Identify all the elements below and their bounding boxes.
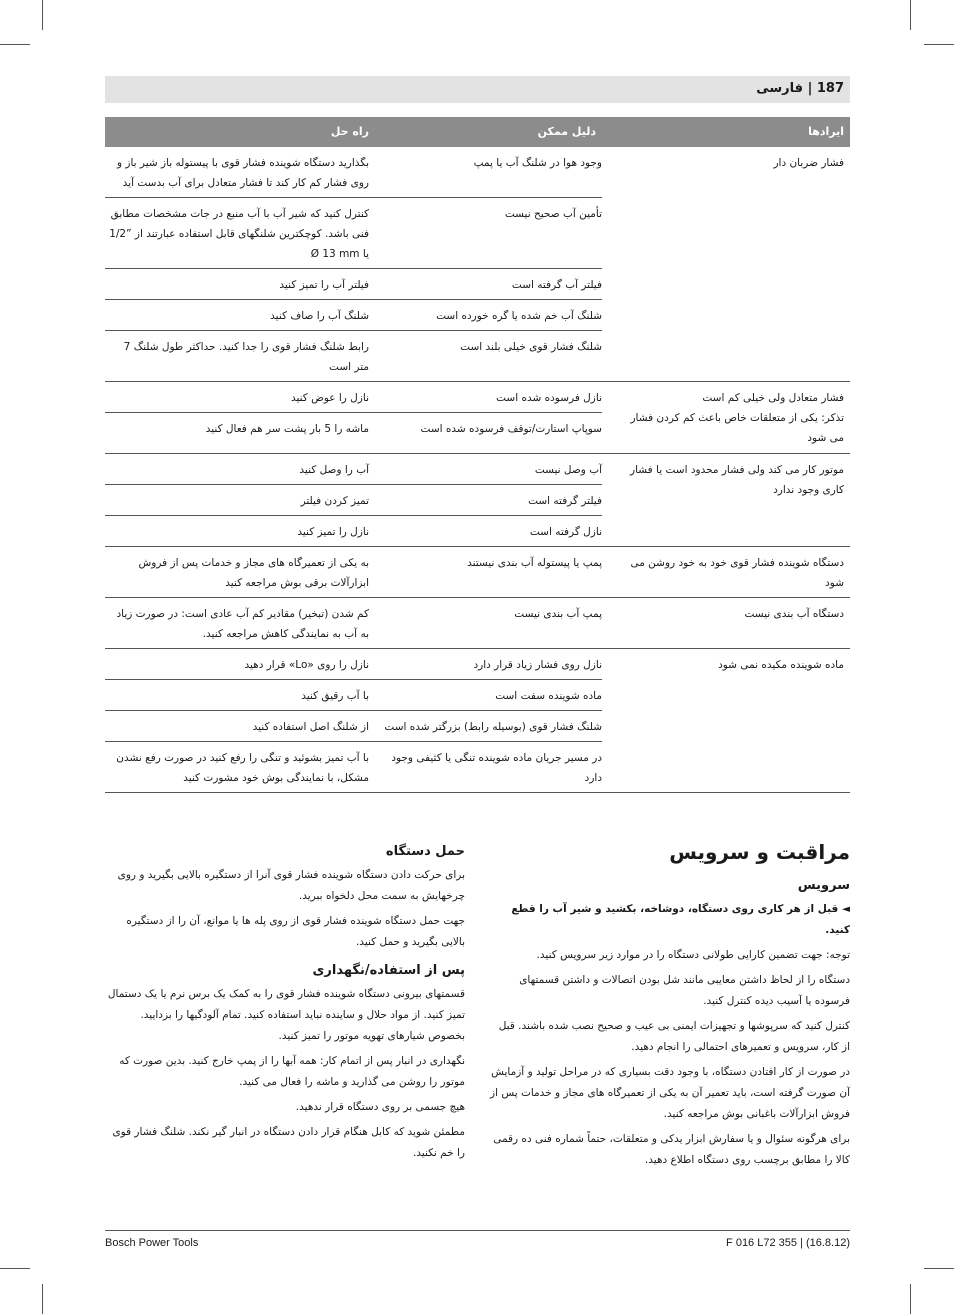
fault-cell: موتور کار می کند ولی فشار محدود است یا فشار کاری وجود ندارد [630, 464, 844, 496]
paragraph: توجه: جهت تضمین کارایی طولانی دستگاه را در موارد زیر سرویس کنید. [536, 949, 850, 961]
troubleshooting-table [105, 117, 850, 793]
remedy-cell: فیلتر آب را تمیز کنید [279, 279, 369, 291]
table-group [105, 598, 850, 649]
remedy-cell: از شلنگ اصل استفاده کنید [252, 721, 369, 733]
cause-cell: نازل فرسوده شده است [496, 392, 602, 404]
header-cause: دلیل ممکن [537, 125, 596, 138]
crop-mark [0, 44, 30, 45]
paragraph: در صورت از کار افتادن دستگاه، با وجود دقت بسیاری که در مراحل تولید و آزمایش آن صورت گرفته است، باید تعمیر آن به یکی از تعمیرگاه های مجاز و خدمات پس از فروش ابزارآلات باغبانی بوش مراجعه کنید. [490, 1066, 850, 1120]
fault-note: تذکر: یکی از متعلقات خاص باعث کم کردن فشار می شود [630, 412, 844, 444]
fault-cell: ماده شوینده مکیده نمی شود [718, 659, 844, 671]
table-group [105, 382, 850, 454]
page-number-label: 187 | فارسی [756, 81, 844, 96]
cause-cell: شلنگ آب خم شده یا گره خورده است [436, 310, 602, 322]
cause-cell: وجود هوا در شلنگ آب یا پمپ [473, 157, 602, 169]
table-row [105, 147, 602, 198]
cause-cell: فیلتر آب گرفته است [511, 279, 602, 291]
table-row [105, 742, 602, 792]
section-title-service: مراقبت و سرویس [669, 840, 850, 864]
page-footer [105, 1230, 850, 1249]
page-header [105, 76, 850, 103]
table-row [105, 382, 602, 413]
table-row [105, 711, 602, 742]
cause-cell: آب وصل نیست [534, 464, 602, 476]
fault-cell: دستگاه شوینده فشار قوی خود به خود روشن می شود [630, 557, 844, 589]
crop-mark [0, 1268, 30, 1269]
paragraph: قسمتهای بیرونی دستگاه شوینده فشار قوی را به کمک یک برس نرم یا یک دستمال تمیز کنید. از مواد حلال و ساینده نباید استفاده کنید. تمام آلودگیها را بزدایید. بخصوص شیارهای تهویه موتور را تمیز کنید. [107, 988, 465, 1042]
header-remedy: راه حل [330, 125, 369, 138]
table-row [105, 547, 602, 597]
subtitle-service: سرویس [797, 878, 850, 893]
paragraph: ◄ قبل از هر کاری روی دستگاه، دوشاخه، بکشید و شیر آب را قطع کنید. [511, 903, 850, 936]
cause-cell: شلنگ فشار قوی خیلی بلند است [460, 341, 602, 353]
remedy-cell: با آب تمیز بشوئید و تنگی را رفع کنید در صورت رفع نشدن مشکل، با نمایندگی بوش خود مشورت کنید [116, 752, 369, 784]
table-header [105, 117, 850, 147]
service-column [490, 840, 850, 1175]
crop-mark [42, 0, 43, 30]
remedy-cell: کم شدن (تبخیر) مقادیر کم آب عادی است: در صورت زیاد به آب به نمایندگی کاهش مراجعه کنید. [116, 608, 369, 640]
table-row [105, 300, 602, 331]
table-row [105, 485, 602, 516]
table-group [105, 147, 850, 382]
subtitle-after-use: پس از استفاده/نگهداری [312, 963, 465, 978]
crop-mark [924, 1268, 954, 1269]
fault-cell: فشار ضربان دار [773, 157, 844, 169]
header-fault: ایرادها [808, 125, 844, 138]
crop-mark [910, 1284, 911, 1314]
remedy-cell: آب را وصل کنید [299, 464, 369, 476]
crop-mark [910, 0, 911, 30]
table-row [105, 454, 602, 485]
remedy-cell: نازل را تمیز کنید [297, 526, 369, 538]
fault-cell: دستگاه آب بندی نیست [744, 608, 844, 620]
paragraph: جهت حمل دستگاه شوینده فشار قوی از روی پله ها یا موانع، آن را از دستگیره بالایی بگیرید و حمل کنید. [126, 915, 465, 948]
remedy-cell: ماشه را 5 بار پشت سر هم فعال کنید [205, 423, 369, 435]
remedy-cell: رابط شلنگ فشار قوی را جدا کنید. حداکثر طول شلنگ 7 متر است [123, 341, 369, 373]
remedy-cell: شلنگ آب را صاف کنید [270, 310, 369, 322]
table-row [105, 413, 602, 453]
paragraph: برای حرکت دادن دستگاه شوینده فشار قوی آنرا از دستگیره بالایی بگیرید و روی چرخهایش به سمت محل دلخواه ببرید. [117, 869, 465, 902]
section-title-transport: حمل دستگاه [385, 844, 465, 859]
table-row [105, 598, 602, 648]
cause-cell: نازل روی فشار زیاد قرار دارد [473, 659, 602, 671]
paragraph: دستگاه را از لحاظ داشتن معایبی مانند شل بودن اتصالات و داشتن قسمتهای فرسوده یا آسیب دیده کنترل کنید. [519, 974, 850, 1007]
cause-cell: نازل گرفته است [529, 526, 602, 538]
table-row [105, 680, 602, 711]
cause-cell: ماده شوینده سفت است [495, 690, 602, 702]
table-row [105, 331, 602, 381]
fault-text: فشار متعادل ولی خیلی کم است [702, 392, 844, 404]
cause-cell: پمپ یا پیستوله آب بندی نیستند [467, 557, 602, 569]
table-row [105, 269, 602, 300]
cause-cell: شلنگ فشار قوی (بوسیله رابط) بزرگتر شده است [384, 721, 602, 733]
paragraph: کنترل کنید که سرپوشها و تجهیزات ایمنی بی عیب و صحیح نصب شده باشند. قبل از کار، سرویس و تعمیرهای احتمالی را انجام دهید. [498, 1020, 850, 1053]
cause-cell: فیلتر گرفته است [528, 495, 602, 507]
crop-mark [42, 1284, 43, 1314]
footer-docnumber: F 016 L72 355 | (16.8.12) [726, 1237, 850, 1249]
table-row [105, 516, 602, 546]
fault-cell [608, 382, 850, 448]
paragraph: نگهداری در انبار پس از اتمام کار: همه آبها را از پمپ خارج کنید. بدین صورت که موتور را روشن می گذارید و ماشه را فعال می کنید. [119, 1055, 465, 1088]
cause-cell: در مسیر جریان ماده شوینده تنگی یا کثیفی وجود دارد [391, 752, 602, 784]
table-row [105, 649, 602, 680]
footer-brand: Bosch Power Tools [105, 1237, 199, 1249]
cause-cell: پمپ آب بندی نیست [514, 608, 602, 620]
paragraph: برای هرگونه سئوال و یا سفارش ابزار یدکی و متعلقات، حتماً شماره فنی ده رقمی کالا را مطابق برچسب روی دستگاه اطلاع دهید. [493, 1133, 850, 1166]
cause-cell: سوپاپ استارت/توقف فرسوده شده است [420, 423, 602, 435]
remedy-cell: به یکی از تعمیرگاه های مجاز و خدمات پس از فروش ابزارآلات برقی بوش مراجعه کنید [138, 557, 369, 589]
remedy-cell: با آب رقیق کنید [301, 690, 369, 702]
cause-cell: تأمین آب صحیح نیست [504, 208, 602, 220]
remedy-cell: نازل را عوض کنید [290, 392, 369, 404]
remedy-cell: کنترل کنید که شیر آب با آب منبع در جات مشخصات مطابق فنی باشد. کوچکترین شلنگهای قابل استفاده عبارتند از ”1/2 یا Ø 13 mm [109, 208, 369, 260]
remedy-cell: تمیز کردن فیلتر [300, 495, 369, 507]
table-group [105, 454, 850, 547]
remedy-cell: بگذارید دستگاه شوینده فشار قوی با پیستوله باز شیر باز و روی فشار کم کار کند تا فشار متعادل برای آب بدست آید [116, 157, 369, 189]
table-row [105, 198, 602, 269]
paragraph: هیچ جسمی بر روی دستگاه قرار ندهید. [295, 1101, 465, 1113]
remedy-cell: نازل را روی «Lo» قرار دهید [244, 659, 369, 671]
transport-column [105, 840, 465, 1168]
table-group [105, 547, 850, 598]
crop-mark [924, 44, 954, 45]
paragraph: مطمئن شوید که کابل هنگام قرار دادن دستگاه در انبار گیر نکند. شلنگ فشار قوی را خم نکنید. [112, 1126, 465, 1159]
table-group [105, 649, 850, 793]
